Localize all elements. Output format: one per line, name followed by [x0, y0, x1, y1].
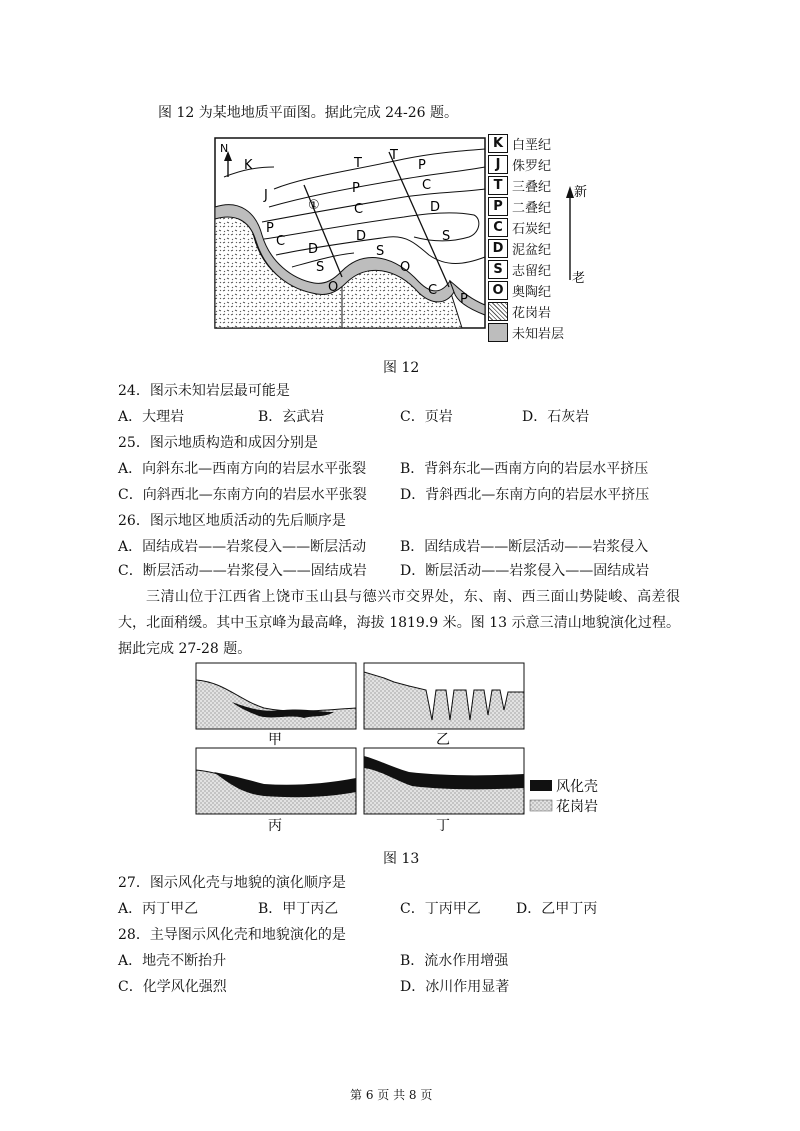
q28-stem: 28．主导图示风化壳和地貌演化的是 [118, 927, 346, 943]
legend-swatch: P [488, 197, 508, 216]
map-label-D2: D [356, 229, 367, 244]
legend-swatch: J [488, 155, 508, 174]
north-label: N [220, 142, 229, 155]
q28-option-a: A．地壳不断抬升 [118, 953, 227, 969]
legend-name: 未知岩层 [512, 327, 565, 342]
legend-name: 石炭纪 [512, 222, 552, 237]
map-label-P4: P [460, 292, 468, 307]
legend-name: 泥盆纪 [512, 243, 552, 258]
map-label-T1: T [354, 156, 362, 171]
map-label-C2: C [354, 202, 364, 217]
panel-label-yi: 乙 [436, 732, 450, 748]
legend-swatch [488, 323, 508, 342]
geologic-map [214, 137, 486, 329]
q24-option-a: A．大理岩 [118, 409, 185, 425]
map-label-T2: T [390, 148, 398, 163]
q28-option-c: C．化学风化强烈 [118, 979, 227, 995]
landform-evolution-figure [194, 660, 634, 840]
legend-row [488, 133, 608, 154]
panel-label-jia: 甲 [268, 732, 282, 748]
legend-name: 花岗岩 [512, 306, 552, 321]
legend-name: 侏罗纪 [512, 159, 552, 174]
intro-text: 图 12 为某地地质平面图。据此完成 24-26 题。 [158, 105, 458, 121]
passage-text: 三清山位于江西省上饶市玉山县与德兴市交界处，东、南、西三面山势陡峻、高差很大，北面稍缓。其中玉京峰为最高峰，海拔 1819.9 米。图 13 示意三清山地貌演化过程。据此完成 27-28 题。 [118, 589, 680, 657]
map-label-circle1: ① [308, 198, 320, 213]
q25-option-d: D．背斜西北—东南方向的岩层水平挤压 [400, 487, 650, 503]
q26-stem: 26．图示地区地质活动的先后顺序是 [118, 513, 346, 529]
legend-swatch: O [488, 281, 508, 300]
legend-row [488, 259, 608, 280]
map-label-C3: C [276, 234, 286, 249]
arrow-old-label: 老 [572, 271, 586, 286]
legend-swatch [488, 302, 508, 321]
map-label-O2: O [328, 280, 339, 295]
q26-option-a: A．固结成岩——岩浆侵入——断层活动 [118, 539, 367, 555]
q24-option-d: D．石灰岩 [522, 409, 590, 425]
legend-row [488, 322, 608, 343]
legend-row [488, 238, 608, 259]
legend-granite: 花岗岩 [556, 799, 598, 815]
map-label-P1: P [418, 158, 426, 173]
panel-label-ding: 丁 [436, 818, 450, 834]
legend-swatch: D [488, 239, 508, 258]
panel-label-bing: 丙 [268, 818, 282, 834]
q27-option-a: A．丙丁甲乙 [118, 901, 199, 917]
q25-option-b: B．背斜东北—西南方向的岩层水平挤压 [400, 461, 649, 477]
legend-name: 奥陶纪 [512, 285, 552, 300]
q26-option-c: C．断层活动——岩浆侵入——固结成岩 [118, 563, 367, 579]
map-legend [488, 133, 608, 343]
map-label-P2: P [352, 181, 360, 196]
q27-option-b: B．甲丁丙乙 [258, 901, 339, 917]
legend-row [488, 196, 608, 217]
legend-row [488, 154, 608, 175]
map-label-S3: S [316, 260, 325, 275]
q26-option-d: D．断层活动——岩浆侵入——固结成岩 [400, 563, 650, 579]
map-label-J: J [264, 188, 268, 203]
legend-row [488, 301, 608, 322]
map-label-C1: C [422, 178, 432, 193]
legend-swatch: K [488, 134, 508, 153]
map-label-D3: D [308, 242, 319, 257]
map-label-D1: D [430, 200, 441, 215]
q24-option-b: B．玄武岩 [258, 409, 325, 425]
legend-row [488, 217, 608, 238]
legend-name: 白垩纪 [512, 138, 552, 153]
map-label-P3: P [266, 221, 274, 236]
q25-stem: 25．图示地质构造和成因分别是 [118, 435, 318, 451]
figure13-caption: 图 13 [383, 851, 420, 867]
q25-option-c: C．向斜西北—东南方向的岩层水平张裂 [118, 487, 367, 503]
q26-option-b: B．固结成岩——断层活动——岩浆侵入 [400, 539, 649, 555]
q27-stem: 27．图示风化壳与地貌的演化顺序是 [118, 875, 346, 891]
legend-row [488, 175, 608, 196]
figure12-caption: 图 12 [383, 360, 420, 376]
legend-name: 三叠纪 [512, 180, 552, 195]
legend-name: 志留纪 [512, 264, 552, 279]
q28-option-d: D．冰川作用显著 [400, 979, 510, 995]
map-label-K: K [244, 158, 253, 173]
map-label-S1: S [442, 229, 451, 244]
page-footer: 第 6 页 共 8 页 [350, 1088, 433, 1102]
age-arrow [560, 180, 590, 290]
q27-option-d: D．乙甲丁丙 [516, 901, 598, 917]
q28-option-b: B．流水作用增强 [400, 953, 509, 969]
legend-swatch: C [488, 218, 508, 237]
map-label-C4: C [428, 283, 438, 298]
arrow-new-label: 新 [574, 185, 588, 200]
q27-option-c: C．丁丙甲乙 [400, 901, 481, 917]
legend-swatch: S [488, 260, 508, 279]
map-label-S2: S [376, 244, 385, 259]
legend-swatch: T [488, 176, 508, 195]
legend-name: 二叠纪 [512, 201, 552, 216]
legend-weathering-crust: 风化壳 [556, 779, 598, 795]
legend-row [488, 280, 608, 301]
q24-stem: 24．图示未知岩层最可能是 [118, 383, 290, 399]
q25-option-a: A．向斜东北—西南方向的岩层水平张裂 [118, 461, 367, 477]
q24-option-c: C．页岩 [400, 409, 453, 425]
map-label-O1: O [400, 260, 411, 275]
